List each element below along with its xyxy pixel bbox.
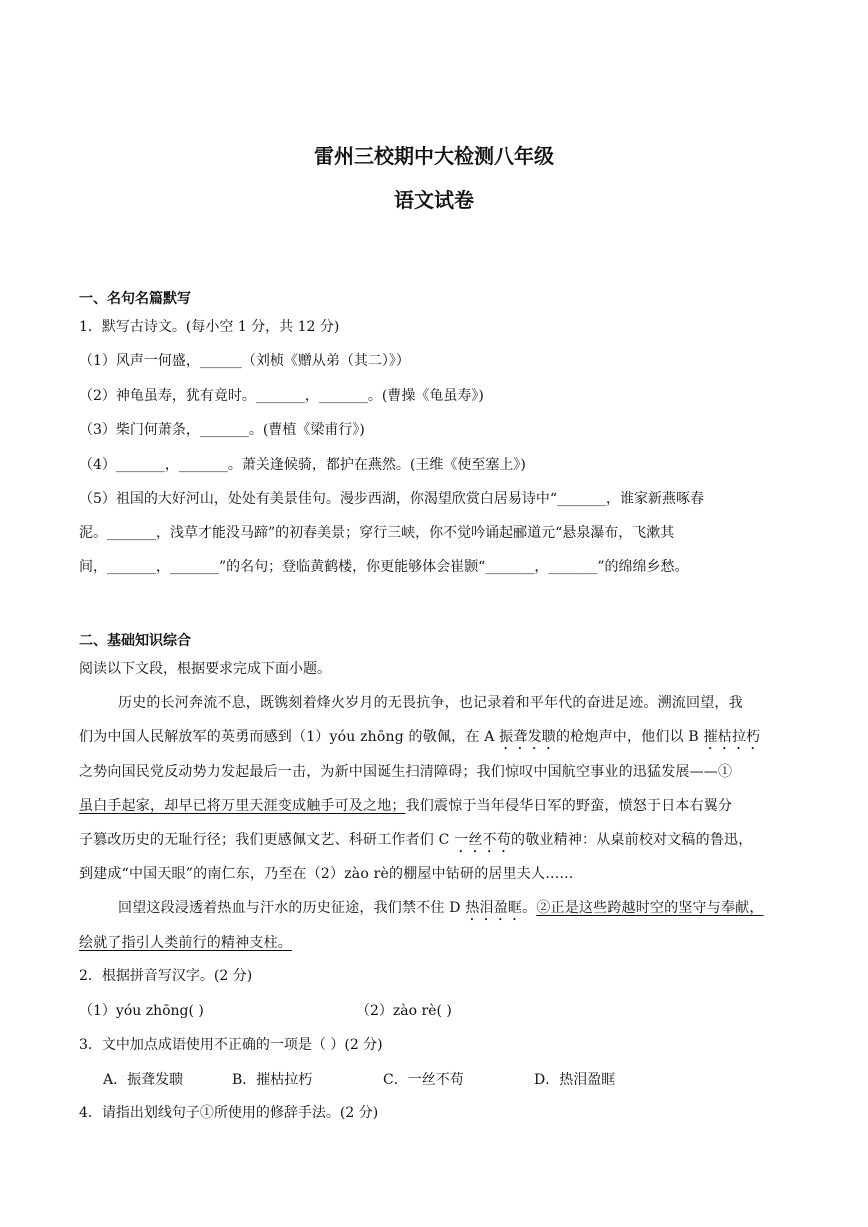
section1-heading: 一、名句名篇默写 xyxy=(79,291,191,307)
passage-text: 的敬业精神：从桌前校对文稿的鲁迅， xyxy=(511,832,753,848)
page-subtitle: 语文试卷 xyxy=(394,188,474,212)
passage-line-5 xyxy=(79,830,791,856)
passage-text: 回望这段浸透着热血与汗水的历史征途，我们禁不住 D xyxy=(118,900,466,916)
page-title: 雷州三校期中大检测八年级 xyxy=(314,144,554,168)
q1-item-4: （4）_______，_______。萧关逢候骑，都护在燕然。(王维《使至塞上》) xyxy=(79,457,526,473)
q1-item-5-line3: 间，_______，_______”的名句；登临黄鹤楼，你更能够体会崔颢“_______，_______”的绵绵乡愁。 xyxy=(79,559,689,575)
q1-item-2: （2）神龟虽寿，犹有竟时。_______，_______。(曹操《龟虽寿》) xyxy=(79,388,484,404)
passage-text: 子篡改历史的无耻行径；我们更感佩文艺、科研工作者们 C xyxy=(79,832,455,848)
question-2: 2．根据拼音写汉字。(2 分) xyxy=(79,968,253,984)
passage-line-6: 到建成“中国天眼”的南仁东，乃至在（2）zào rè的棚屋中钻研的居里夫人…… xyxy=(79,866,574,882)
passage-text: 我们震惊于当年侵华日军的野蛮，愤怒于日本右翼分 xyxy=(405,798,733,814)
q3-option-a: A．振聋发聩 xyxy=(103,1072,184,1088)
q3-option-d: D．热泪盈眶 xyxy=(534,1072,616,1088)
q1-item-1: （1）风声一何盛，______（刘桢《赠从弟（其二）》） xyxy=(79,353,410,369)
passage-line-3: 之势向国民党反动势力发起最后一击，为新中国诞生扫清障碍；我们惊叹中国航空事业的迅猛发展——① xyxy=(79,764,733,780)
dotted-idiom-a: 振聋发聩 xyxy=(499,729,556,745)
q2-part-2: （2）zào rè( ) xyxy=(356,1003,452,1019)
passage-text: 的枪炮声中，他们以 B xyxy=(555,729,704,745)
dotted-idiom-c: 一丝不苟 xyxy=(454,832,512,848)
passage-text: 们为中国人民解放军的英勇而感到（1）yóu zhōng 的敬佩，在 A xyxy=(79,729,500,745)
q3-option-b: B．摧枯拉朽 xyxy=(232,1072,313,1088)
dotted-idiom-b: 摧枯拉朽 xyxy=(703,729,761,745)
q1-item-3: （3）柴门何萧条，_______。(曹植《梁甫行》) xyxy=(79,422,365,438)
question-3: 3．文中加点成语使用不正确的一项是（ ）(2 分) xyxy=(79,1037,383,1053)
passage-line-2 xyxy=(79,727,791,753)
q2-part-1: （1）yóu zhōng( ) xyxy=(79,1003,204,1019)
underlined-sentence-2: ②正是这些跨越时空的坚守与奉献， xyxy=(536,900,764,916)
passage-line-4 xyxy=(79,796,791,816)
section2-intro: 阅读以下文段，根据要求完成下面小题。 xyxy=(79,661,331,677)
section2-heading: 二、基础知识综合 xyxy=(79,633,191,649)
dotted-idiom-d: 热泪盈眶 xyxy=(465,900,523,916)
passage-line-7 xyxy=(118,898,830,924)
underlined-sentence-2-cont: 绘就了指引人类前行的精神支柱。 xyxy=(79,935,292,951)
passage-line-1: 历史的长河奔流不息，既镌刻着烽火岁月的无畏抗争，也记录着和平年代的奋进足迹。溯流回望，我 xyxy=(118,695,743,711)
q1-item-5-line2: 泥。_______，浅草才能没马蹄”的初春美景；穿行三峡，你不觉吟诵起郦道元“悬泉瀑布，飞漱其 xyxy=(79,525,675,541)
q1-item-5-line1: （5）祖国的大好河山，处处有美景佳句。漫步西湖，你渴望欣赏白居易诗中“_______，谁家新燕啄春 xyxy=(79,491,705,507)
passage-line-8 xyxy=(79,933,791,953)
q3-option-c: C．一丝不苟 xyxy=(383,1072,464,1088)
underlined-sentence-1: 虽白手起家，却早已将万里天涯变成触手可及之地； xyxy=(79,798,406,814)
question-1: 1．默写古诗文。(每小空 1 分，共 12 分) xyxy=(79,319,340,335)
passage-text: 。 xyxy=(522,900,537,916)
question-4: 4．请指出划线句子①所使用的修辞手法。(2 分) xyxy=(79,1105,379,1121)
